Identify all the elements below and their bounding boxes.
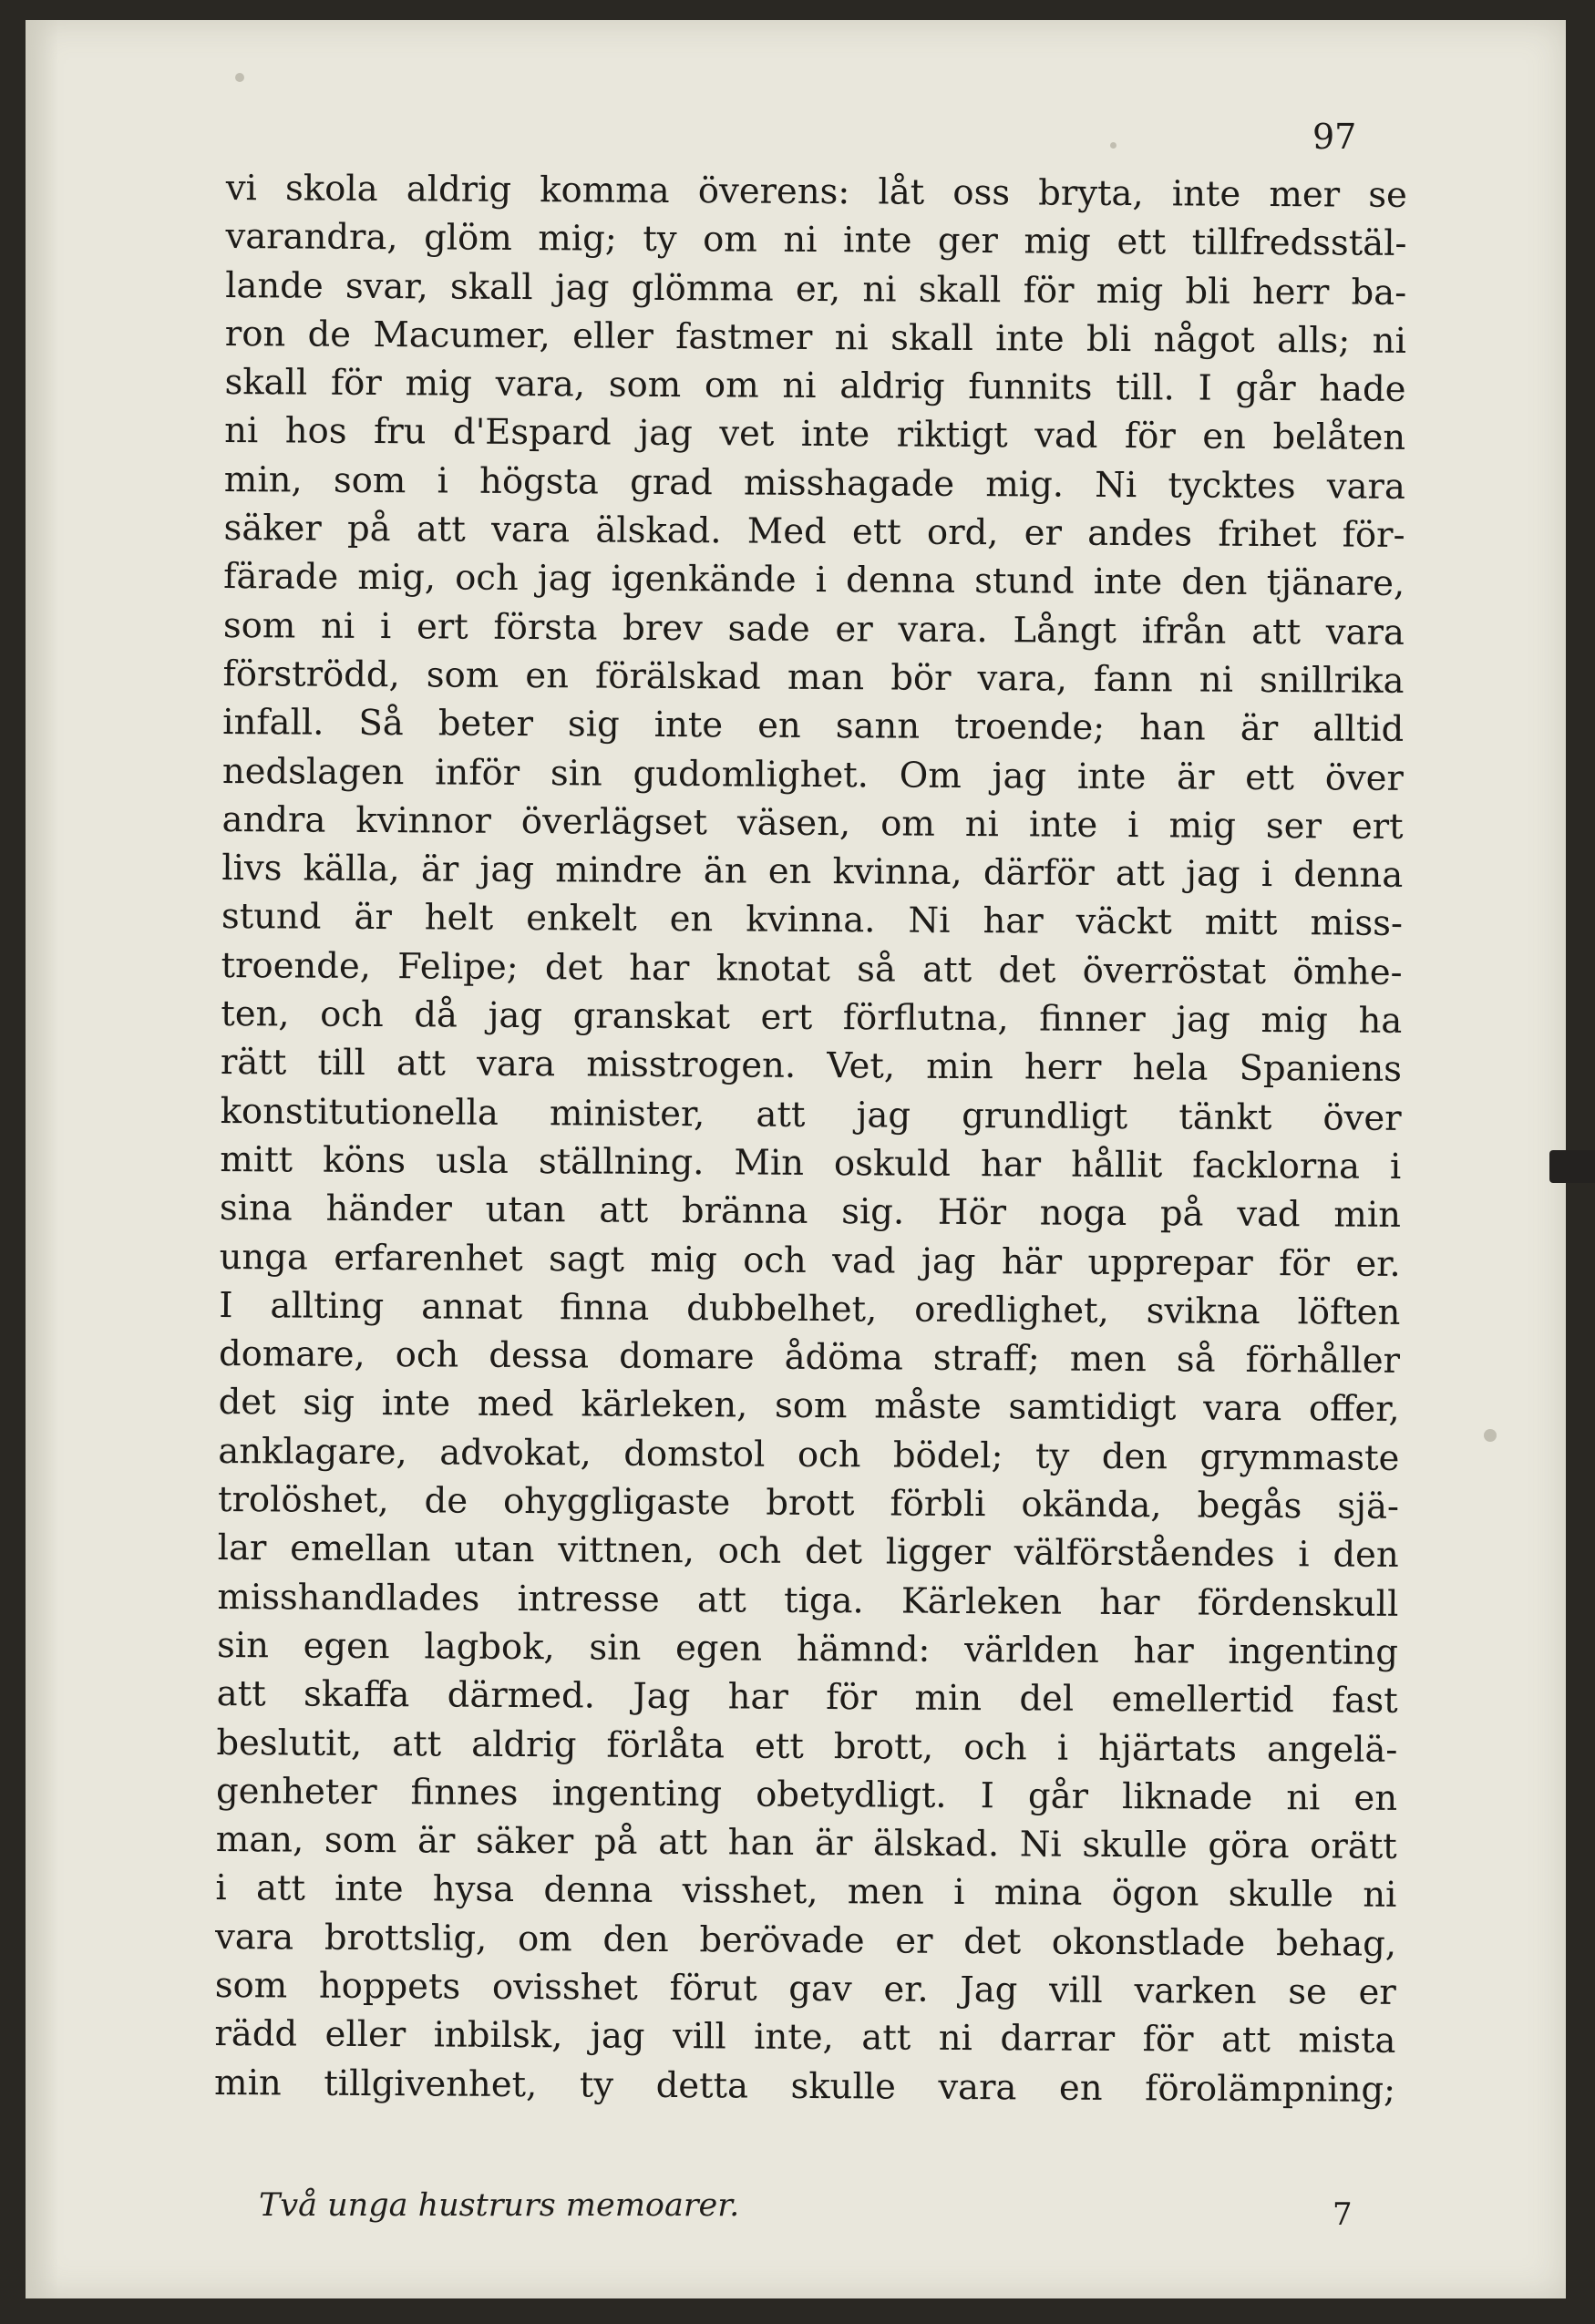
text-line: vara brottslig, om den berövade er det okonstlade behag, (214, 1916, 1397, 1965)
text-line: livs källa, är jag mindre än en kvinna, därför att jag i denna (221, 848, 1404, 897)
text-line: rätt till att vara misstrogen. Vet, min herr hela Spaniens (220, 1042, 1403, 1091)
text-line: säker på att vara älskad. Med ett ord, er andes frihet för- (223, 508, 1405, 556)
text-line: stund är helt enkelt en kvinna. Ni har väckt mitt miss- (221, 896, 1404, 945)
binding-edge (26, 20, 58, 2298)
text-line: man, som är säker på att han är älskad. Ni skulle göra orätt (215, 1819, 1397, 1867)
text-line: infall. Så beter sig inte en sann troende; han är alltid (222, 702, 1405, 751)
text-line: domare, och dessa domare ådöma straff; men så förhåller (218, 1333, 1401, 1383)
text-line: ni hos fru d'Espard jag vet inte riktigt vad för en belåten (224, 410, 1406, 459)
text-line: andra kvinnor överlägset väsen, om ni inte i mig ser ert (221, 798, 1404, 848)
text-line: I allting annat finna dubbelhet, oredlighet, svikna löften (219, 1284, 1401, 1333)
text-line: varandra, glöm mig; ty om ni inte ger mig ett tillfredsstäl- (225, 216, 1407, 265)
text-line: misshandlades intresse att tiga. Kärleken har fördenskull (217, 1576, 1399, 1625)
page-number: 97 (1312, 117, 1357, 157)
text-line: i att inte hysa denna visshet, men i mina ögon skulle ni (215, 1867, 1397, 1917)
text-line: som hoppets ovisshet förut gav er. Jag vill varken se er (214, 1964, 1396, 2013)
text-line: beslutit, att aldrig förlåta ett brott, och i hjärtats angelä- (216, 1722, 1398, 1771)
text-line: troende, Felipe; det har knotat så att det överröstat ömhe- (221, 944, 1403, 993)
text-line: lar emellan utan vittnen, och det ligger välförståendes i den (217, 1527, 1399, 1577)
paper-speck (1110, 142, 1116, 149)
text-line: färade mig, och jag igenkände i denna stund inte den tjänare, (223, 556, 1405, 605)
text-line: rädd eller inbilsk, jag vill inte, att ni darrar för att mista (214, 2013, 1396, 2062)
text-line: skall för mig vara, som om ni aldrig funnits till. I går hade (224, 362, 1406, 411)
text-line: som ni i ert första brev sade er vara. Långt ifrån att vara (222, 604, 1405, 653)
text-line: min tillgivenhet, ty detta skulle vara en förolämpning; (214, 2062, 1396, 2111)
footer-book-title: Två unga hustrurs memoarer. (259, 2187, 740, 2224)
text-line: nedslagen inför sin gudomlighet. Om jag inte är ett över (221, 750, 1405, 799)
paper-speck (1484, 1429, 1497, 1442)
text-line: trolöshet, de ohyggligaste brott förbli okända, begås sjä- (217, 1478, 1400, 1527)
text-line: ron de Macumer, eller fastmer ni skall inte bli något alls; ni (224, 313, 1406, 362)
text-line: sin egen lagbok, sin egen hämnd: världen har ingenting (216, 1624, 1399, 1673)
text-line: det sig inte med kärleken, som måste samtidigt vara offer, (218, 1382, 1400, 1431)
paper-speck (235, 73, 244, 82)
body-text (214, 164, 1407, 2114)
text-line: genheter finnes ingenting obetydligt. I går liknade ni en (215, 1770, 1398, 1819)
text-line: sina händer utan att bränna sig. Hör noga på vad min (219, 1188, 1402, 1237)
text-line: vi skola aldrig komma överens: låt oss bryta, inte mer se (225, 167, 1407, 216)
text-line: att skaffa därmed. Jag har för min del emellertid fast (216, 1673, 1398, 1722)
text-line: anklagare, advokat, domstol och bödel; ty den grymmaste (218, 1430, 1400, 1479)
text-line: konstitutionella minister, att jag grundligt tänkt över (220, 1090, 1402, 1139)
text-line: ten, och då jag granskat ert förflutna, finner jag mig ha (221, 993, 1403, 1042)
text-line: unga erfarenhet sagt mig och vad jag här upprepar för er. (219, 1236, 1401, 1285)
text-line: lande svar, skall jag glömma er, ni skall för mig bli herr ba- (225, 264, 1407, 314)
page-tab-marker (1549, 1150, 1595, 1183)
signature-mark: 7 (1333, 2196, 1353, 2233)
text-line: förströdd, som en förälskad man bör vara, fann ni snillrika (222, 653, 1405, 702)
text-line: mitt köns usla ställning. Min oskuld har hållit facklorna i (220, 1138, 1402, 1188)
text-line: min, som i högsta grad misshagade mig. Ni tycktes vara (223, 458, 1405, 508)
